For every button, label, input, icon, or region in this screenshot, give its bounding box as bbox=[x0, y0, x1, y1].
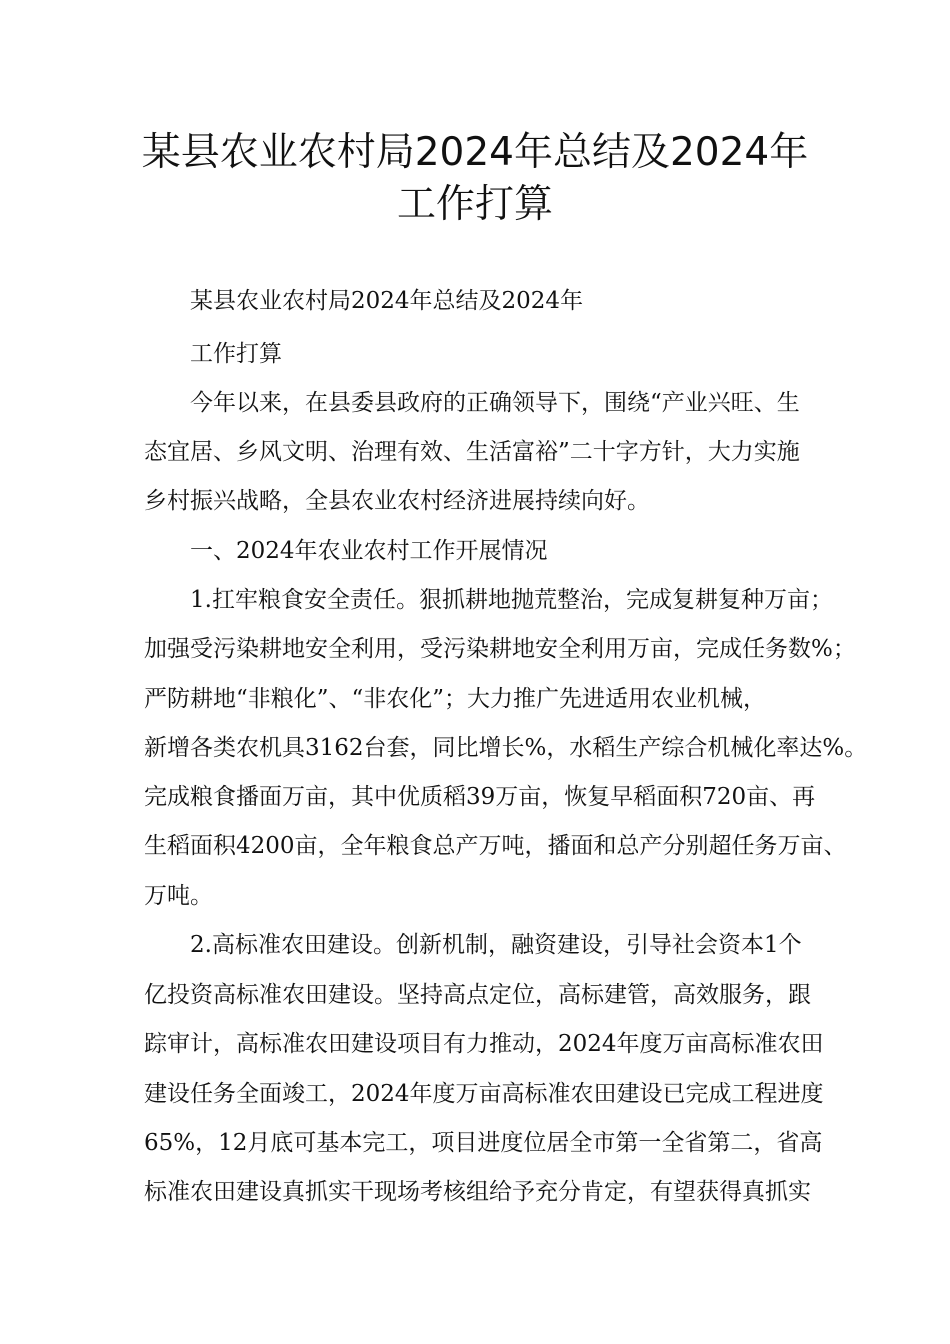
paragraph-2-line-6: 标准农田建设真抓实干现场考核组给予充分肯定，有望获得真抓实 bbox=[144, 1179, 811, 1205]
intro-line-3: 乡村振兴战略，全县农业农村经济进展持续向好。 bbox=[144, 488, 650, 514]
paragraph-1-line-4: 新增各类农机具3162台套，同比增长%，水稻生产综合机械化率达%。 bbox=[144, 735, 868, 761]
paragraph-1-line-3: 严防耕地“非粮化”、“非农化”；大力推广先进适用农业机械， bbox=[144, 686, 767, 712]
document-title-line-2: 工作打算 bbox=[396, 182, 553, 227]
paragraph-1-line-5: 完成粮食播面万亩，其中优质稻39万亩，恢复早稻面积720亩、再 bbox=[144, 784, 816, 810]
paragraph-2-line-1: 2.高标准农田建设。创新机制，融资建设，引导社会资本1个 bbox=[190, 932, 802, 958]
paragraph-2-line-2: 亿投资高标准农田建设。坚持高点定位，高标建管，高效服务，跟 bbox=[144, 982, 811, 1008]
intro-line-2: 态宜居、乡风文明、治理有效、生活富裕”二十字方针，大力实施 bbox=[144, 439, 800, 465]
intro-line-1: 今年以来，在县委县政府的正确领导下，围绕“产业兴旺、生 bbox=[190, 390, 800, 416]
paragraph-1-line-6: 生稻面积4200亩，全年粮食总产万吨，播面和总产分别超任务万亩、 bbox=[144, 833, 847, 859]
paragraph-1-line-1: 1.扛牢粮食安全责任。狠抓耕地抛荒整治，完成复耕复种万亩； bbox=[190, 587, 833, 613]
paragraph-2-line-5: 65%，12月底可基本完工，项目进度位居全市第一全省第二，省高 bbox=[144, 1130, 823, 1156]
section-heading-1: 一、2024年农业农村工作开展情况 bbox=[190, 538, 548, 564]
paragraph-2-line-3: 踪审计，高标准农田建设项目有力推动，2024年度万亩高标准农田 bbox=[144, 1031, 824, 1057]
document-title-line-1: 某县农业农村局2024年总结及2024年 bbox=[141, 130, 809, 175]
paragraph-2-line-4: 建设任务全面竣工，2024年度万亩高标准农田建设已完成工程进度 bbox=[144, 1081, 824, 1107]
paragraph-1-line-7: 万吨。 bbox=[144, 883, 213, 909]
paragraph-1-line-2: 加强受污染耕地安全利用，受污染耕地安全利用万亩，完成任务数%； bbox=[144, 636, 856, 662]
subtitle-line-1: 某县农业农村局2024年总结及2024年 bbox=[190, 288, 584, 314]
subtitle-line-2: 工作打算 bbox=[190, 341, 282, 367]
